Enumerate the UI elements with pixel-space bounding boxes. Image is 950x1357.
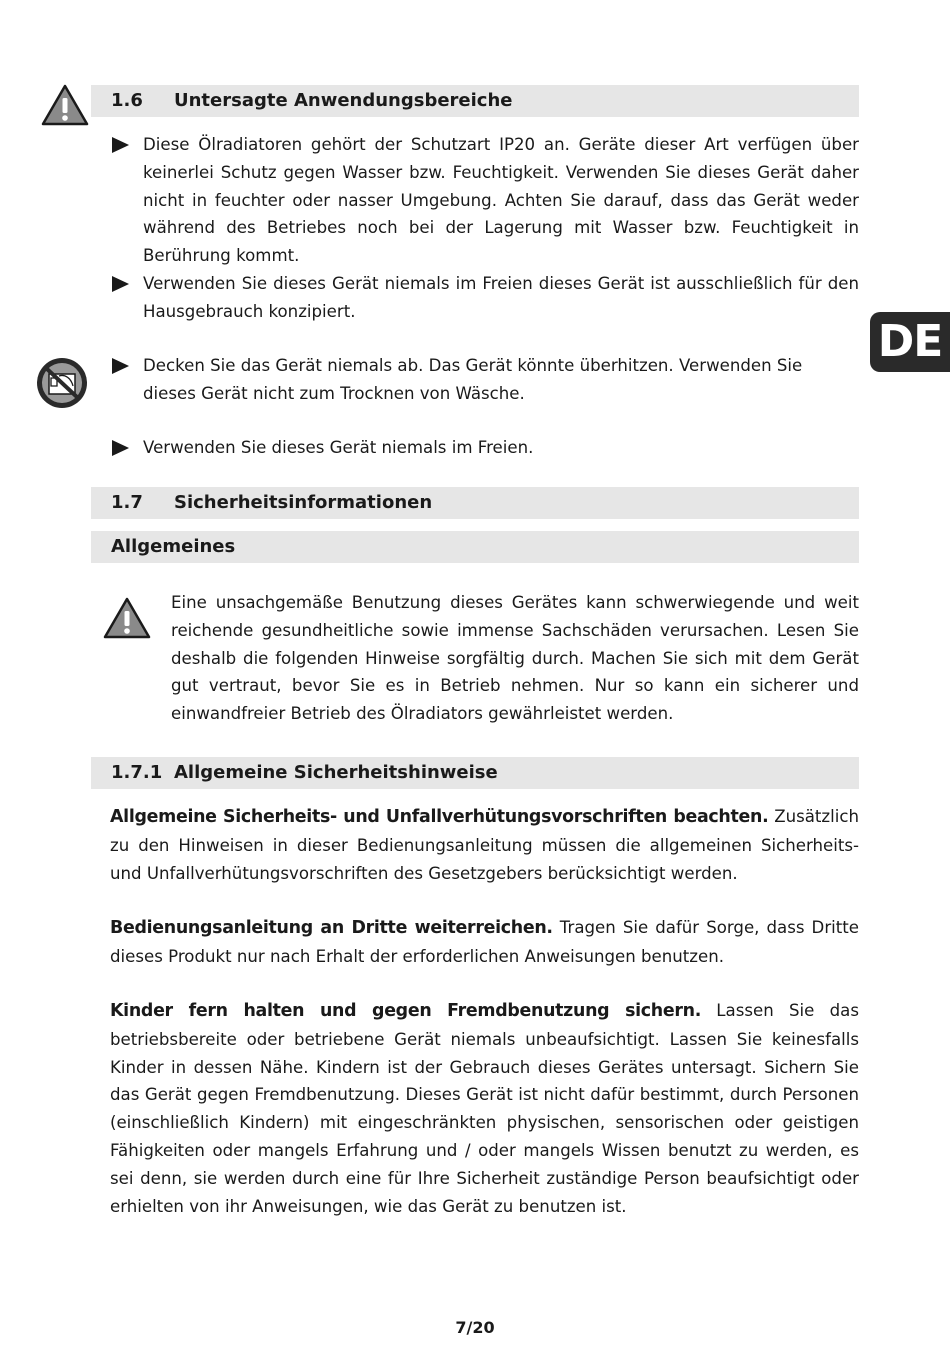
- warning-triangle-icon: [41, 84, 89, 126]
- safety-paragraph: [110, 914, 859, 971]
- bullet-item: Verwenden Sie dieses Gerät niemals im Freien.: [143, 438, 534, 457]
- paragraph-text: Zusätzlich zu den Hinweisen in dieser Bedienungsanleitung müssen die allgemeinen Sicherheits- und Unfallverhütungsvorschriften des Gesetzgebers berücksichtigt werden.: [110, 807, 859, 883]
- bullet-item: Decken Sie das Gerät niemals ab. Das Gerät könnte überhitzen. Verwenden Sie dieses Gerät nicht zum Trocknen von Wäsche.: [143, 356, 803, 403]
- section-number: 1.7: [111, 492, 143, 513]
- bullet-arrow-icon: [112, 276, 129, 292]
- bullet-arrow-icon: [112, 440, 129, 456]
- section-header-1-7: [91, 487, 859, 519]
- safety-paragraph: [110, 997, 859, 1220]
- paragraph-text: Lassen Sie das betriebsbereite oder betriebene Gerät niemals unbeaufsichtigt. Lassen Sie keinesfalls Kinder in dessen Nähe. Kindern ist der Gebrauch dieses Gerätes untersagt. Sichern Sie das Gerät gegen Fremdbenutzung. Dieses Gerät ist nicht dafür bestimmt, durch Personen (einschließlich Kindern) mit eingeschränkten physischen, sensorischen oder geistigen Fähigkeiten oder mangels Erfahrung und / oder mangels Wissen benutzt zu werden, es sei denn, sie werden durch eine für Ihre Sicherheit zuständige Person beaufsichtigt oder erhielten von ihr Anweisungen, wie das Gerät zu benutzen ist.: [110, 1001, 859, 1216]
- do-not-cover-icon: [35, 356, 89, 410]
- subsection-title: Allgemeines: [111, 536, 236, 557]
- section-number: 1.7.1: [111, 762, 163, 783]
- subsection-header-allgemeines: [91, 531, 859, 563]
- language-tab-label: DE: [877, 316, 943, 367]
- language-tab: [870, 312, 950, 372]
- safety-paragraph: [110, 803, 859, 887]
- section-title: Untersagte Anwendungsbereiche: [174, 90, 513, 111]
- bullet-item: Verwenden Sie dieses Gerät niemals im Freien dieses Gerät ist ausschließlich für den Hausgebrauch konzipiert.: [143, 274, 859, 321]
- section-number: 1.6: [111, 90, 143, 111]
- warning-triangle-icon: [103, 597, 151, 639]
- paragraph-lead: Kinder fern halten und gegen Fremdbenutzung sichern.: [110, 1001, 702, 1021]
- warning-paragraph: Eine unsachgemäße Benutzung dieses Gerätes kann schwerwiegende und weit reichende gesundheitliche sowie immense Sachschäden verursachen. Lesen Sie deshalb die folgenden Hinweise sorgfältig durch. Machen Sie sich mit dem Gerät gut vertraut, bevor Sie es in Betrieb nehmen. Nur so kann ein sicherer und einwandfreier Betrieb des Ölradiators gewährleistet werden.: [171, 593, 859, 724]
- section-header-1-7-1: [91, 757, 859, 789]
- paragraph-lead: Allgemeine Sicherheits- und Unfallverhütungsvorschriften beachten.: [110, 807, 769, 827]
- page-number: 7/20: [455, 1318, 495, 1337]
- section-title: Allgemeine Sicherheitshinweise: [174, 762, 498, 783]
- bullet-item: Diese Ölradiatoren gehört der Schutzart IP20 an. Geräte dieser Art verfügen über keinerlei Schutz gegen Wasser bzw. Feuchtigkeit. Verwenden Sie dieses Gerät daher nicht in feuchter oder nasser Umgebung. Achten Sie darauf, dass das Gerät weder während des Betriebes noch bei der Lagerung mit Wasser bzw. Feuchtigkeit in Berührung kommt.: [143, 135, 859, 266]
- bullet-arrow-icon: [112, 358, 129, 374]
- bullet-arrow-icon: [112, 137, 129, 153]
- section-header-1-6: [91, 85, 859, 117]
- paragraph-lead: Bedienungsanleitung an Dritte weiterreichen.: [110, 918, 553, 938]
- section-title: Sicherheitsinformationen: [174, 492, 433, 513]
- paragraph-text: Tragen Sie dafür Sorge, dass Dritte dieses Produkt nur nach Erhalt der erforderlichen Anweisungen benutzen.: [110, 918, 859, 966]
